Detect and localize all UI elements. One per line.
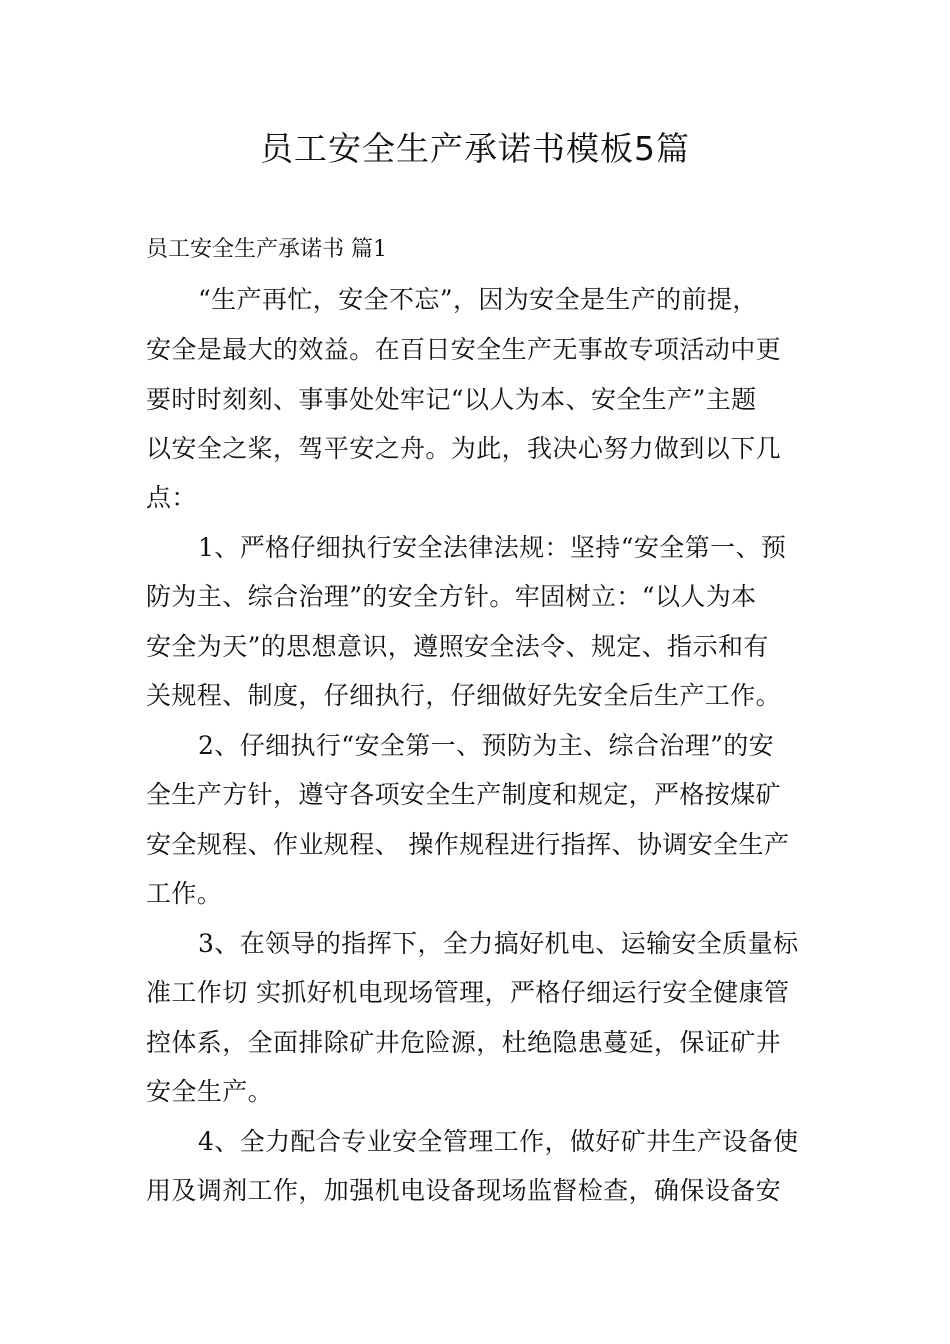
paragraph-line: “生产再忙，安全不忘”，因为安全是生产的前提，: [198, 285, 758, 314]
paragraph-line: 用及调剂工作，加强机电设备现场监督检查，确保设备安: [146, 1176, 782, 1205]
paragraph-line: 点：: [146, 483, 197, 512]
paragraph-line: 3、在领导的指挥下，全力搞好机电、运输安全质量标: [198, 929, 799, 958]
paragraph-line: 控体系，全面排除矿井危险源，杜绝隐患蔓延，保证矿井: [146, 1028, 782, 1057]
paragraph-line: 防为主、综合治理”的安全方针。牢固树立：“以人为本: [146, 582, 757, 611]
paragraph-line: 关规程、制度，仔细执行，仔细做好先安全后生产工作。: [146, 681, 782, 710]
paragraph-line: 1、严格仔细执行安全法律法规：坚持“安全第一、预: [198, 533, 787, 562]
paragraph-line: 准工作切 实抓好机电现场管理，严格仔细运行安全健康管: [146, 978, 790, 1007]
paragraph-line: 安全规程、作业规程、 操作规程进行指挥、协调安全生产: [146, 830, 790, 859]
paragraph-line: 全生产方针，遵守各项安全生产制度和规定，严格按煤矿: [146, 780, 782, 809]
document-title: 员工安全生产承诺书模板5篇: [260, 129, 690, 168]
paragraph-line: 安全生产。: [146, 1077, 274, 1106]
paragraph-line: 工作。: [146, 879, 223, 908]
paragraph-line: 安全为天”的思想意识，遵照安全法令、规定、指示和有: [146, 632, 769, 661]
paragraph-line: 安全是最大的效益。在百日安全生产无事故专项活动中更: [146, 335, 782, 364]
paragraph-line: 要时时刻刻、事事处处牢记“以人为本、安全生产”主题: [146, 385, 757, 414]
paragraph-line: 4、全力配合专业安全管理工作，做好矿井生产设备使: [198, 1127, 799, 1156]
section-heading: 员工安全生产承诺书 篇1: [146, 237, 387, 262]
paragraph-line: 2、仔细执行“安全第一、预防为主、综合治理”的安: [198, 731, 775, 760]
paragraph-line: 以安全之桨，驾平安之舟。为此，我决心努力做到以下几: [146, 434, 782, 463]
